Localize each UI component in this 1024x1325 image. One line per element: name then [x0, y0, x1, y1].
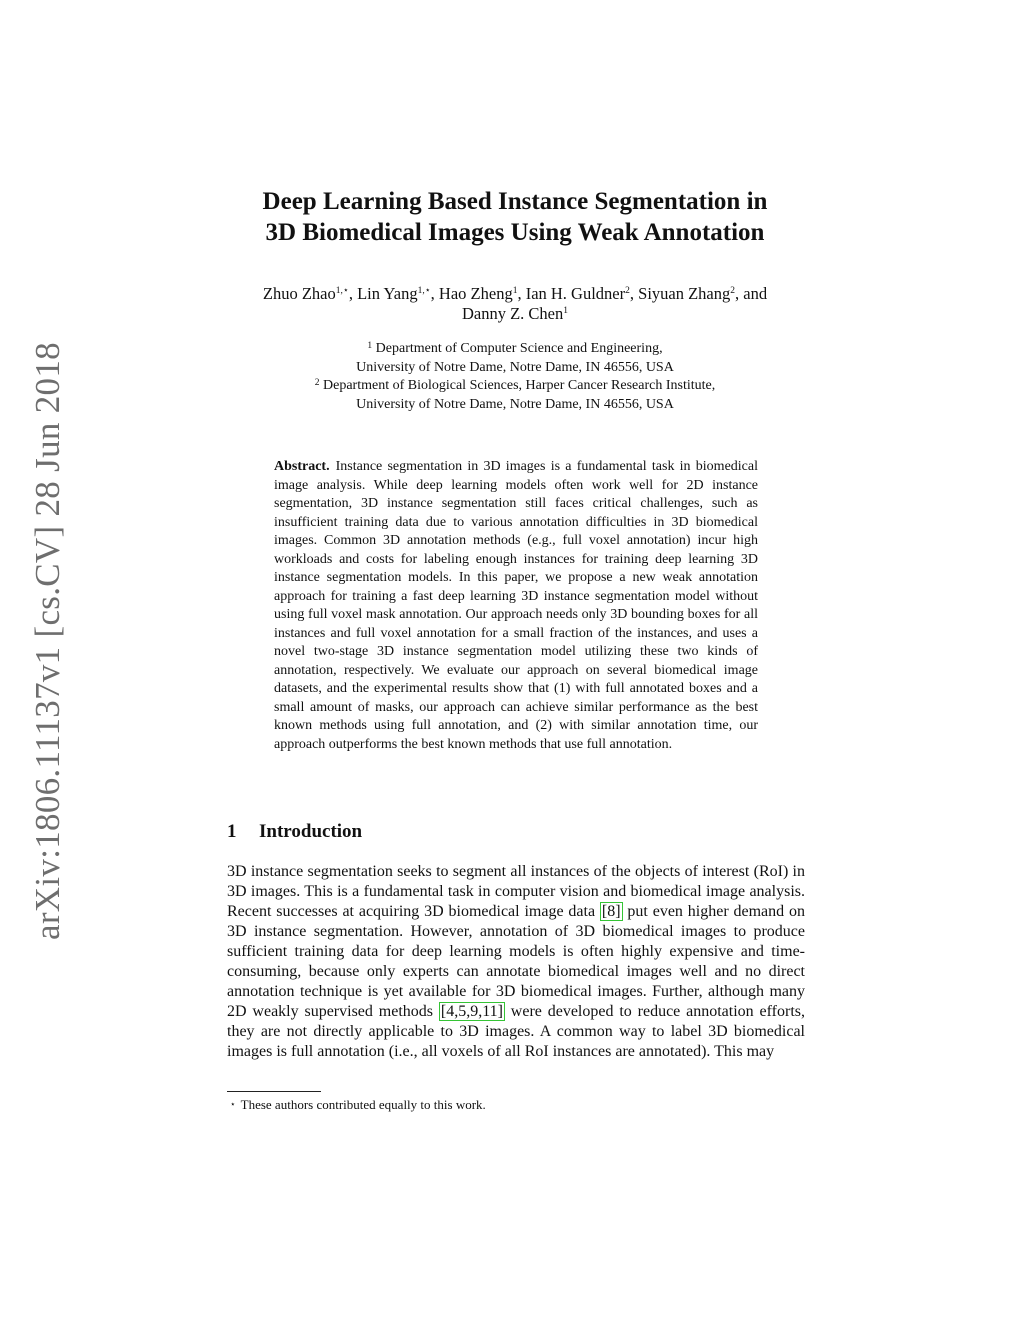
arxiv-identifier: arXiv:1806.11137v1 [cs.CV] 28 Jun 2018	[28, 342, 67, 940]
footnote-text: These authors contributed equally to this work.	[240, 1097, 486, 1112]
author-separator: ,	[430, 284, 439, 303]
author-separator: ,	[348, 284, 358, 303]
author-separator: ,	[517, 284, 526, 303]
footnote-rule	[227, 1091, 321, 1092]
citation-link[interactable]: [8]	[601, 903, 621, 920]
section-title: Introduction	[259, 821, 363, 842]
author-name: Siyuan Zhang	[638, 284, 731, 303]
author-affil-mark: 2	[625, 286, 630, 296]
author-name: Ian H. Guldner	[525, 284, 626, 303]
title-line-2: 3D Biomedical Images Using Weak Annotation	[265, 219, 765, 246]
citation-link[interactable]: [4,5,9,11]	[440, 1003, 503, 1020]
author-affil-mark: 2	[730, 286, 736, 296]
affiliation-number: 2	[314, 378, 320, 388]
abstract-text: Instance segmentation in 3D images is a fundamental task in biomedical image analysis. While deep learning models often work well for 2D instance segmentation, 3D instance segmentation still faces critical challenges, such as insufficient training data due to various annotation difficulties in 3D biomedical images. Common 3D annotation methods (e.g., full voxel annotation) incur high workloads and costs for labeling enough instances for training deep learning 3D instance segmentation models. In this paper, we propose a new weak annotation approach for training a fast deep learning 3D instance segmentation model without using full voxel mask annotation. Our approach needs only 3D bounding boxes for all instances and full voxel annotation for a small fraction of the instances, and uses a novel two-stage 3D instance segmentation model utilizing these two kinds of annotation, respectively. We evaluate our approach on several biomedical image datasets, and the experimental results show that (1) with full annotated boxes and a small amount of masks, our approach can achieve similar performance as the best known methods using full annotation, and (2) with similar annotation time, our approach outperforms the best known methods that use full annotation.	[274, 459, 758, 752]
author-name: Lin Yang	[357, 284, 418, 303]
author-separator: , and	[735, 284, 768, 303]
author-name: Zhuo Zhao	[262, 284, 336, 303]
affiliation-2-line-1	[230, 377, 800, 396]
intro-text: were developed to reduce annotation efforts, they are not directly applicable to 3D images. A common way to label 3D biomedical images is full annotation (i.e., all voxels of all RoI instances are annotated). This may	[227, 1003, 806, 1060]
footnote	[230, 1096, 486, 1113]
title-line-1: Deep Learning Based Instance Segmentation in	[262, 188, 768, 215]
author-affil-mark: 1,⋆	[417, 286, 431, 296]
affiliations	[230, 340, 800, 414]
author-affil-mark: 1,⋆	[335, 286, 349, 296]
affiliation-text: Department of Computer Science and Engineering,	[375, 341, 663, 356]
affiliation-text: Department of Biological Sciences, Harper Cancer Research Institute,	[323, 378, 716, 393]
affiliation-1-line-2: University of Notre Dame, Notre Dame, IN 46556, USA	[356, 359, 674, 375]
section-heading	[227, 820, 362, 844]
intro-text: 3D instance segmentation seeks to segment all instances of the objects of interest (RoI) in 3D images. This is a fundamental task in computer vision and biomedical image analysis. Recent successes at acquiring 3D biomedical image data	[227, 863, 805, 920]
author-list	[210, 284, 820, 324]
author-separator: ,	[629, 284, 639, 303]
affiliation-2-line-2: University of Notre Dame, Notre Dame, IN 46556, USA	[356, 396, 674, 412]
author-name: Hao Zheng	[438, 284, 513, 303]
author-name: Danny Z. Chen	[461, 304, 564, 323]
footnote-mark: ⋆	[230, 1099, 236, 1109]
intro-text: put even higher demand on 3D instance segmentation. However, annotation of 3D biomedical images to produce sufficient training data for deep learning models is often highly expensive and time-consuming, because only experts can annotate biomedical images well and no direct annotation technique is yet available for 3D biomedical images. Further, although many 2D weakly supervised methods	[227, 903, 805, 1020]
affiliation-1-line-1	[230, 340, 800, 359]
section-number: 1	[227, 821, 237, 842]
paper-title	[200, 186, 830, 248]
abstract-label: Abstract.	[274, 459, 330, 474]
author-affil-mark: 1	[512, 286, 518, 296]
abstract	[274, 458, 758, 754]
affiliation-number: 1	[367, 341, 373, 351]
author-affil-mark: 1	[563, 306, 569, 316]
intro-paragraph	[227, 862, 805, 1062]
